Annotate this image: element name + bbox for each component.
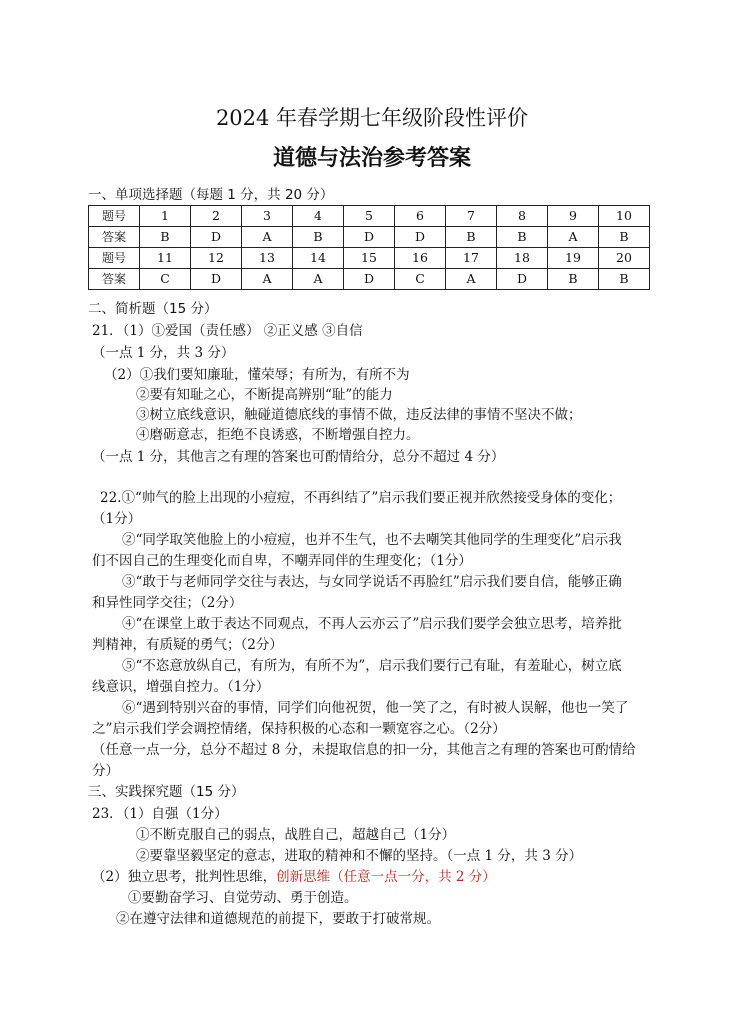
- answer-table-cell: D: [344, 227, 395, 248]
- q23-part2-highlight: 创新思维（任意一点一分，共 2 分）: [276, 869, 496, 885]
- answer-table-cell: D: [191, 269, 242, 290]
- answer-table-row-label: 题号: [89, 248, 140, 269]
- q22-item2-line1: ②“同学取笑他脸上的小痘痘，也并不生气，也不去嘲笑其他同学的生理变化”启示我: [122, 532, 622, 548]
- answer-table-cell: D: [191, 227, 242, 248]
- answer-table-cell: 5: [344, 206, 395, 227]
- q22-item3-line2: 和异性同学交往；（2分）: [92, 595, 243, 611]
- answer-table-row: [89, 227, 650, 248]
- q23-part1-line1: ①不断克服自己的弱点，战胜自己，超越自己（1分）: [136, 827, 456, 843]
- answer-table-cell: A: [293, 269, 344, 290]
- q22-item4-line2: 判精神，有质疑的勇气；（2分）: [92, 637, 283, 653]
- answer-table-cell: 17: [446, 248, 497, 269]
- section1-heading: 一、单项选择题（每题 1 分，共 20 分）: [88, 187, 334, 203]
- answer-table-cell: D: [497, 269, 548, 290]
- q21-part2-line4: ④磨砺意志，拒绝不良诱惑，不断增强自控力。: [136, 427, 420, 443]
- answer-table-cell: 9: [548, 206, 599, 227]
- answer-table-row: [89, 206, 650, 227]
- q21-part1: 21．（1）①爱国（责任感） ②正义感 ③自信: [92, 323, 363, 339]
- answer-table-row: [89, 248, 650, 269]
- answer-table-cell: 15: [344, 248, 395, 269]
- q23-part2-line2: ②在遵守法律和道德规范的前提下，要敢于打破常规。: [116, 911, 440, 927]
- answer-table-cell: A: [446, 269, 497, 290]
- q21-note2: （一点 1 分，其他言之有理的答案也可酌情给分，总分不超过 4 分）: [92, 449, 505, 465]
- answer-table-cell: B: [599, 227, 650, 248]
- answer-table-cell: 1: [140, 206, 191, 227]
- q22-item2-line2: 们不因自己的生理变化而自卑，不嘲弄同伴的生理变化；（1分）: [92, 553, 472, 569]
- answer-table-row-label: 题号: [89, 206, 140, 227]
- answer-table-cell: 19: [548, 248, 599, 269]
- answer-table-cell: 13: [242, 248, 293, 269]
- section3-heading: 三、实践探究题（15 分）: [88, 784, 245, 800]
- q22-item1-line1: 22.①“帅气的脸上出现的小痘痘，不再纠结了”启示我们要正视并欣然接受身体的变化；: [100, 490, 622, 506]
- answer-table-cell: 12: [191, 248, 242, 269]
- answer-table-cell: 16: [395, 248, 446, 269]
- answer-table-cell: D: [344, 269, 395, 290]
- q23-part1: 23．（1）自强（1分）: [92, 806, 228, 822]
- answer-table: [88, 205, 650, 290]
- answer-table-cell: 6: [395, 206, 446, 227]
- q22-item6-line2: 之”启示我们学会调控情绪，保持积极的心态和一颗宽容之心。（2分）: [92, 721, 506, 737]
- q23-part1-line2: ②要靠坚毅坚定的意志，进取的精神和不懈的坚持。（一点 1 分，共 3 分）: [136, 848, 583, 864]
- q22-item1-line2: （1分）: [92, 511, 142, 527]
- answer-table-cell: B: [140, 227, 191, 248]
- q22-note-line1: （任意一点一分，总分不超过 8 分，未提取信息的扣一分，其他言之有理的答案也可酌情给: [92, 742, 636, 758]
- answer-table-cell: A: [242, 269, 293, 290]
- q22-item5-line2: 线意识，增强自控力。（1分）: [92, 679, 270, 695]
- q21-part2-line3: ③树立底线意识，触碰道德底线的事情不做，违反法律的事情不坚决不做；: [136, 407, 582, 423]
- document-title: 2024 年春学期七年级阶段性评价: [215, 106, 529, 130]
- q22-item5-line1: ⑤“不恣意放纵自己，有所为，有所不为”，启示我们要行己有耻，有羞耻心，树立底: [122, 658, 622, 674]
- q22-item6-line1: ⑥“遇到特别兴奋的事情，同学们向他祝贺，他一笑了之，有时被人误解，他也一笑了: [122, 700, 629, 716]
- answer-table-cell: B: [293, 227, 344, 248]
- answer-table-cell: B: [497, 227, 548, 248]
- answer-table-cell: 20: [599, 248, 650, 269]
- q22-item3-line1: ③“敢于与老师同学交往与表达，与女同学说话不再脸红”启示我们要自信，能够正确: [122, 574, 622, 590]
- answer-table-cell: B: [446, 227, 497, 248]
- answer-table-cell: 11: [140, 248, 191, 269]
- answer-table-cell: 18: [497, 248, 548, 269]
- answer-table-cell: B: [548, 269, 599, 290]
- q21-note1: （一点 1 分，共 3 分）: [92, 345, 235, 361]
- answer-table-cell: 8: [497, 206, 548, 227]
- q23-part2: [92, 868, 496, 886]
- q23-part2-line1: ①要勤奋学习、自觉劳动、勇于创造。: [128, 890, 358, 906]
- document-subtitle: 道德与法治参考答案: [272, 146, 471, 171]
- answer-table-cell: C: [395, 269, 446, 290]
- answer-table-row-label: 答案: [89, 269, 140, 290]
- answer-table-cell: A: [548, 227, 599, 248]
- answer-table-cell: D: [395, 227, 446, 248]
- section2-heading: 二、简析题（15 分）: [88, 301, 218, 317]
- q23-part2-text: （2）独立思考，批判性思维，: [92, 869, 277, 885]
- q22-note-line2: 分）: [92, 763, 119, 779]
- answer-table-row-label: 答案: [89, 227, 140, 248]
- answer-table-cell: 2: [191, 206, 242, 227]
- answer-table-cell: 3: [242, 206, 293, 227]
- answer-table-cell: 14: [293, 248, 344, 269]
- answer-table-cell: 10: [599, 206, 650, 227]
- q22-item4-line1: ④“在课堂上敢于表达不同观点，不再人云亦云了”启示我们要学会独立思考，培养批: [122, 616, 622, 632]
- answer-table-cell: A: [242, 227, 293, 248]
- answer-table-cell: C: [140, 269, 191, 290]
- answer-table-cell: 7: [446, 206, 497, 227]
- answer-table-cell: B: [599, 269, 650, 290]
- answer-table-row: [89, 269, 650, 290]
- q21-part2-line2: ②要有知耻之心，不断提高辨别“耻”的能力: [136, 387, 393, 403]
- answer-table-cell: 4: [293, 206, 344, 227]
- q21-part2-line1: （2）①我们要知廉耻，懂荣辱；有所为，有所不为: [104, 367, 410, 383]
